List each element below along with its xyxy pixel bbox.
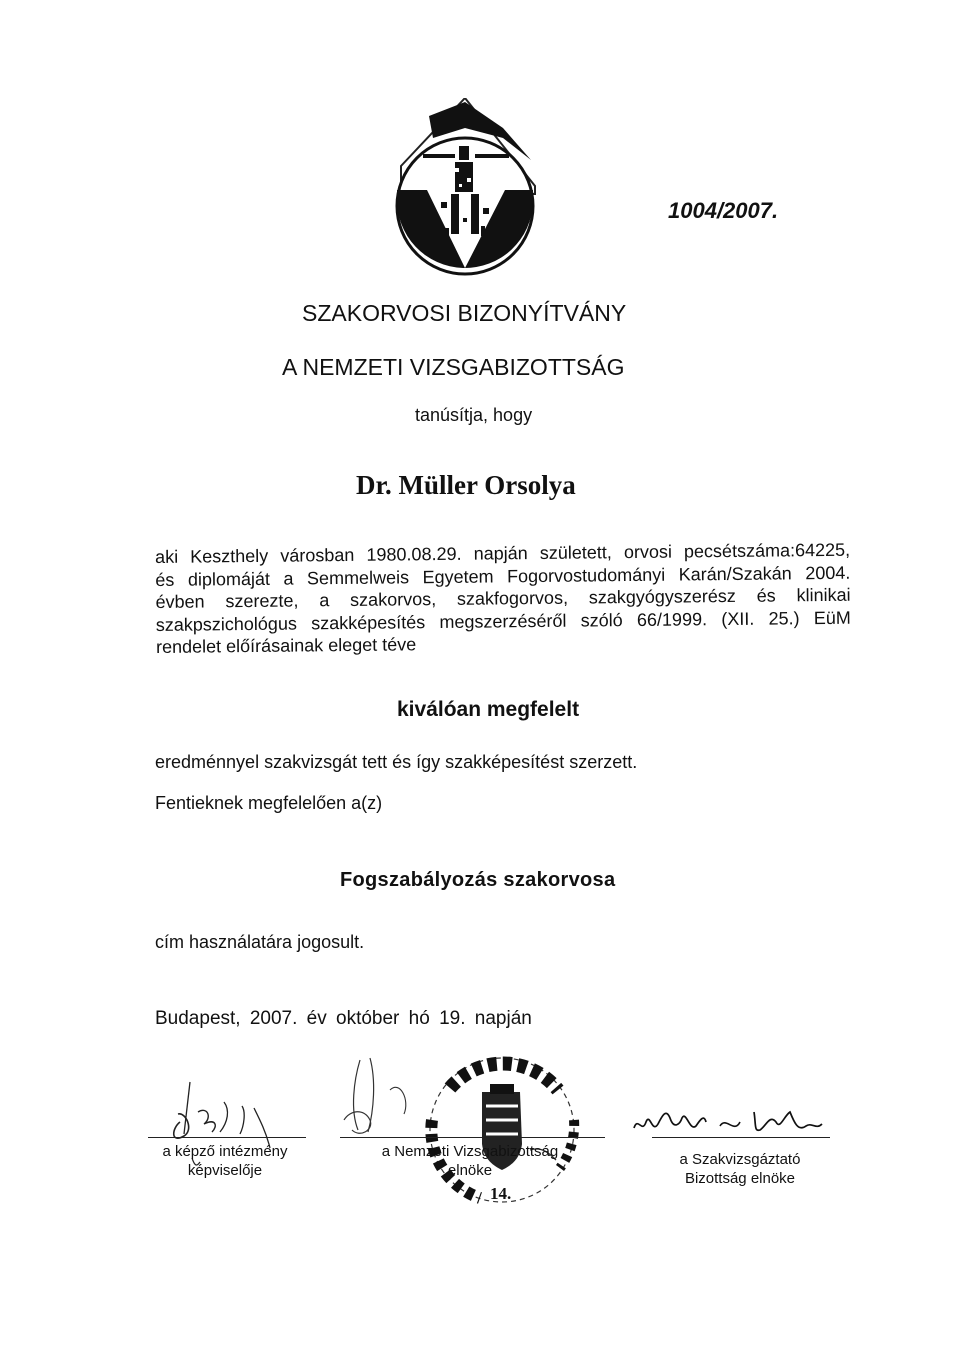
left-signature-line bbox=[148, 1137, 306, 1138]
body-line: szakpszichológus szakképesítés megszerzéséről szóló 66/1999. (XII. 25.) EüM bbox=[155, 607, 851, 635]
certificate-title: SZAKORVOSI BIZONYÍTVÁNY bbox=[302, 300, 627, 326]
specialty-title: Fogszabályozás szakorvosa bbox=[340, 869, 616, 891]
place-and-date: Budapest, 2007. év október hó 19. napján bbox=[155, 1008, 532, 1029]
body-line: rendelet előírásainak eleget téve bbox=[155, 634, 417, 657]
holder-name: Dr. Müller Orsolya bbox=[356, 470, 576, 500]
left-signatory-label: a képző intézmény képviselője bbox=[162, 1143, 288, 1179]
document-number: 1004/2007. bbox=[668, 198, 779, 223]
body-line: évben szerezte, a szakorvos, szakfogorvos, szakgyógyszerész és klinikai bbox=[155, 584, 851, 612]
seal-number: 14. bbox=[490, 1184, 512, 1203]
body-line: és diplomáját a Semmelweis Egyetem Fogorvostudományi Karán/Szakán 2004. bbox=[155, 562, 851, 590]
certifies-text: tanúsítja, hogy bbox=[415, 405, 533, 425]
body-line: aki Keszthely városban 1980.08.29. napján született, orvosi pecsétszáma:64225, bbox=[155, 539, 851, 567]
right-signature bbox=[630, 1104, 830, 1144]
outcome-text: eredménnyel szakvizsgát tett és így szakképesítést szerzett. bbox=[155, 752, 638, 772]
issuing-body-title: A NEMZETI VIZSGABIZOTTSÁG bbox=[282, 354, 625, 380]
middle-signature-line bbox=[340, 1137, 605, 1138]
middle-signatory-label: a Nemzeti Vizsgabizottság elnöke bbox=[381, 1143, 559, 1179]
exam-result: kiválóan megfelelt bbox=[397, 698, 580, 721]
accordingly-text: Fentieknek megfelelően a(z) bbox=[155, 793, 383, 813]
vitruvian-man-logo-icon bbox=[393, 98, 543, 278]
body-paragraph bbox=[155, 539, 851, 659]
entitled-text: cím használatára jogosult. bbox=[155, 932, 365, 952]
right-signature-line bbox=[652, 1137, 830, 1138]
right-signatory-label: a Szakvizsgáztató Bizottság elnöke bbox=[679, 1151, 801, 1187]
